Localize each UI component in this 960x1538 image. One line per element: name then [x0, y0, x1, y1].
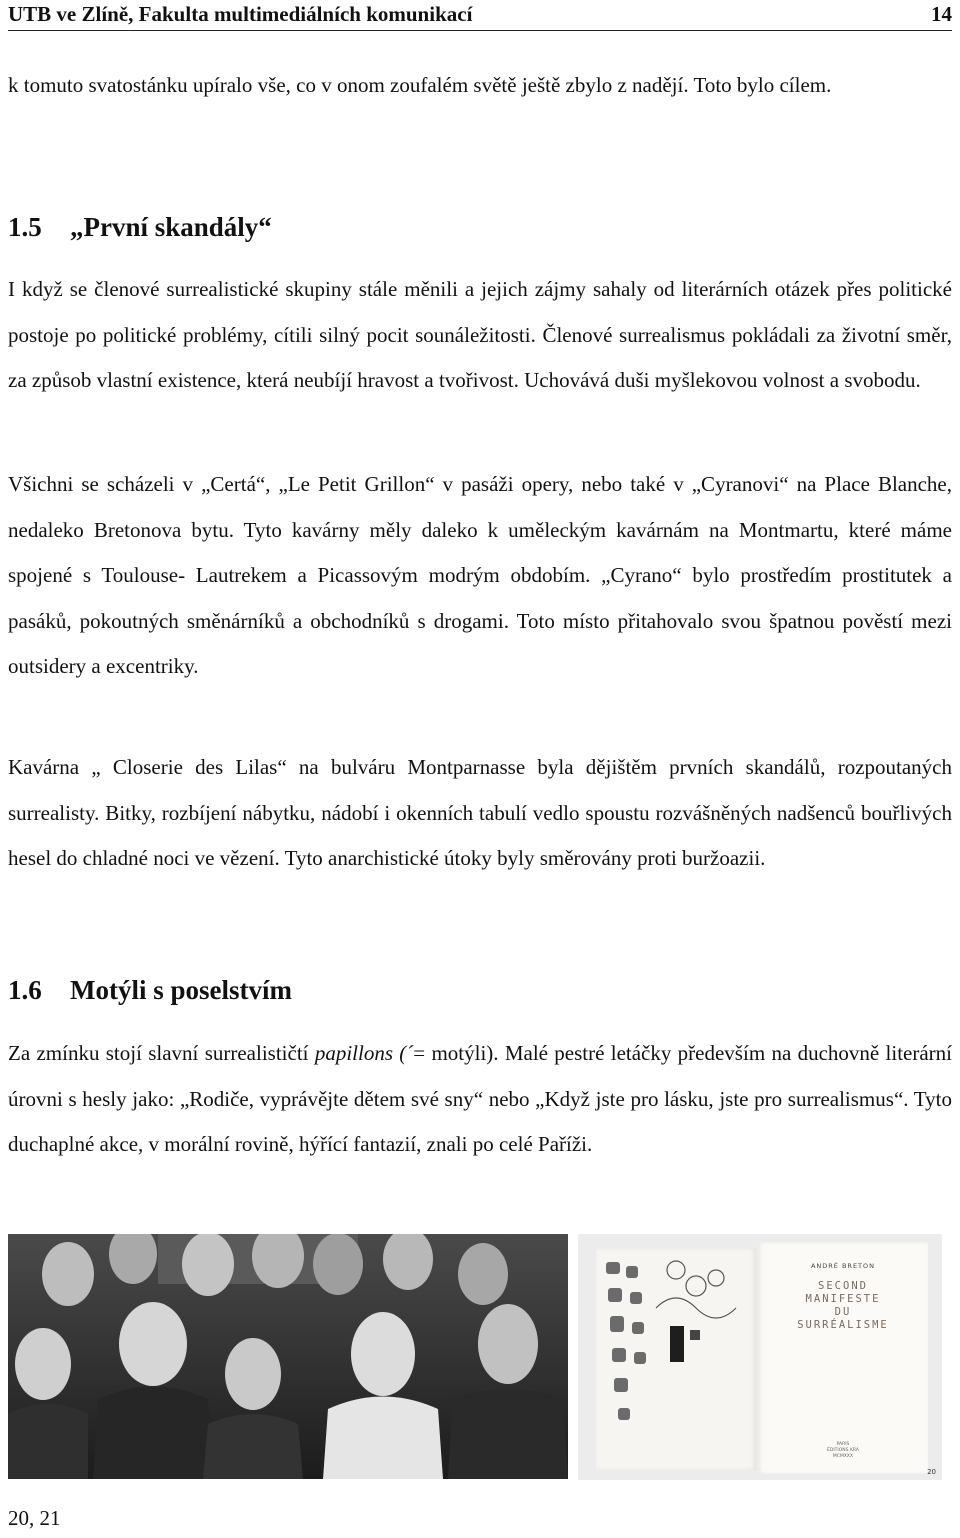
figure-caption: 20, 21 — [8, 1506, 61, 1530]
figures — [8, 1234, 936, 1484]
section-number: 1.5 — [8, 212, 42, 242]
section-number: 1.6 — [8, 975, 42, 1005]
paragraph — [8, 1031, 952, 1168]
book-author: ANDRÉ BRETON — [810, 1262, 876, 1270]
section-heading-1-5 — [8, 210, 952, 244]
intro-paragraph: k tomuto svatostánku upíralo vše, co v onom zoufalém světě ještě zbylo z nadějí. Toto bylo cílem. — [8, 73, 832, 97]
book-photo-image — [578, 1234, 942, 1480]
book-illustration — [596, 1248, 756, 1470]
text-run: Za zmínku stojí slavní surrealističtí — [8, 1041, 315, 1065]
paragraph: Kavárna „ Closerie des Lilas“ na bulváru Montparnasse byla dějištěm prvních skandálů, rozpoutaných surrealisty. Bitky, rozbíjení nábytku, nádobí i okenních tabulí vedlo spoustu rozvášněných nadšenců bouřlivých hesel do chladné noci ve vězení. Tyto anarchistické útoky byly směrovány proti buržoazii. — [8, 755, 952, 870]
paragraph: I když se členové surrealistické skupiny stále měnili a jejich zájmy sahaly od literárních otázek přes politické postoje po politické problémy, cítili silný pocit sounáležitosti. Členové surrealismus pokládali za životní směr, za způsob vlastní existence, která neubíjí hravost a tvořivost. Uchovává duši myšlekovou volnost a svobodu. — [8, 277, 952, 392]
book-title: SECOND MANIFESTE DU SURRÉALISME — [797, 1280, 889, 1331]
photo-illustration — [8, 1234, 568, 1479]
header-title: UTB ve Zlíně, Fakulta multimediálních komunikací — [8, 2, 473, 26]
page-header — [8, 0, 952, 31]
italic-term: papillons (´ — [314, 1041, 414, 1065]
text-run: = motýli). Malé pestré letáčky především na duchovně literární úrovni s hesly jako: „Rodiče, vyprávějte dětem své sny“ nebo „Když jste pro lásku, jste pro surrealismus“. Tyto duchaplné akce, v morální rovině, hýřící fantazií, znali po celé Paříži. — [8, 1041, 953, 1156]
section-title: Motýli s poselstvím — [70, 975, 292, 1005]
book-title-page — [758, 1242, 928, 1474]
page-number: 14 — [931, 2, 952, 26]
book-left-page — [596, 1248, 756, 1470]
paragraph: Všichni se scházeli v „Certá“, „Le Petit Grillon“ v pasáži opery, nebo také v „Cyranovi“ na Place Blanche, nedaleko Bretonova bytu. Tyto kavárny měly daleko k uměleckým kavárnám na Montmartu, které máme spojené s Toulouse- Lautrekem a Picassovým modrým obdobím. „Cyrano“ bylo prostředím prostitutek a pasáků, pokoutných směnárníků a obchodníků s drogami. Toto místo přitahovalo svou špatnou pověstí mezi outsidery a excentriky. — [8, 472, 952, 678]
book-publisher: PARIS ÉDITIONS KRA MCMXXX — [827, 1442, 859, 1459]
section-title: „První skandály“ — [70, 212, 272, 242]
section-heading-1-6 — [8, 973, 952, 1007]
book-page-number: 20 — [927, 1468, 936, 1476]
group-photo-image — [8, 1234, 568, 1479]
